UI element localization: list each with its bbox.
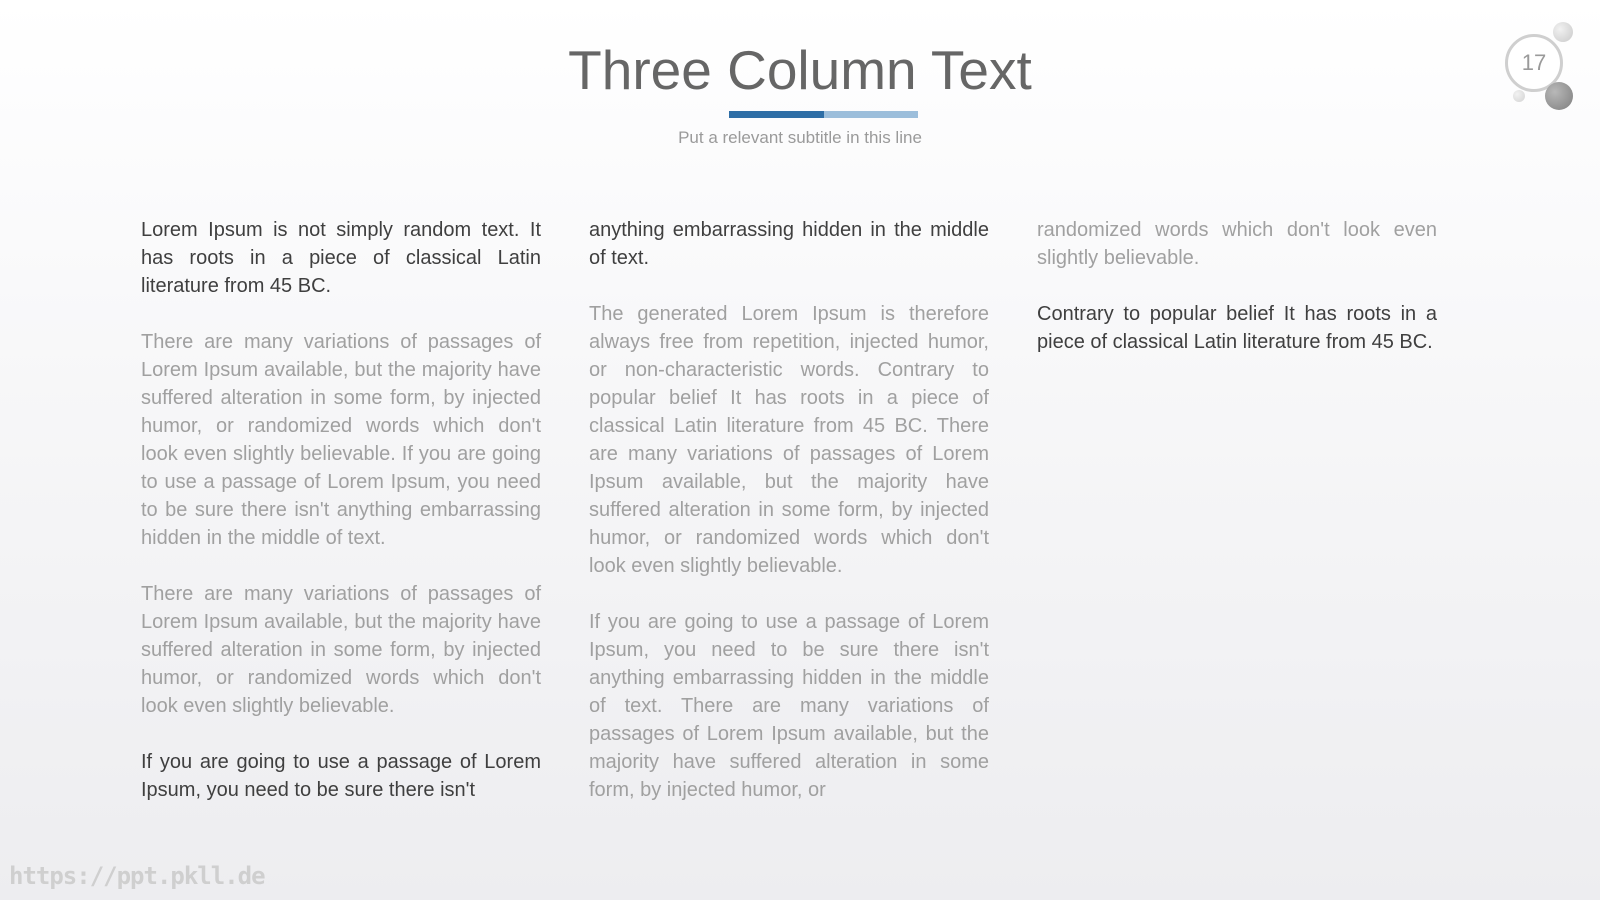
watermark-url: https://ppt.pkll.de — [9, 862, 265, 890]
title-underline-dark — [729, 111, 824, 118]
slide-title: Three Column Text — [568, 39, 1032, 101]
column-1-paragraph-3: There are many variations of passages of Lorem Ipsum available, but the majority have suffered alteration in some form, by injected humor, or randomized words which don't look even slightly believable. — [141, 583, 541, 717]
column-2-paragraph-2: The generated Lorem Ipsum is therefore always free from repetition, injected humor, or non-characteristic words. Contrary to popular belief It has roots in a piece of classical Latin literature from 45 BC. There are many variations of passages of Lorem Ipsum available, but the majority have suffered alteration in some form, by injected humor, or randomized words which don't look even slightly believable. — [589, 303, 989, 577]
decorative-bubble-small — [1513, 90, 1525, 102]
column-1-paragraph-4: If you are going to use a passage of Lorem Ipsum, you need to be sure there isn't — [141, 751, 541, 801]
title-underline-light — [824, 111, 918, 118]
column-3-paragraph-1: randomized words which don't look even slightly believable. — [1037, 219, 1437, 269]
text-column-1 — [141, 216, 541, 832]
column-1-paragraph-1: Lorem Ipsum is not simply random text. It has roots in a piece of classical Latin literature from 45 BC. — [141, 219, 541, 297]
column-3-paragraph-2: Contrary to popular belief It has roots in a piece of classical Latin literature from 45 BC. — [1037, 303, 1437, 353]
text-column-2 — [589, 216, 989, 832]
text-column-3 — [1037, 216, 1437, 384]
page-number-badge: 17 — [1505, 34, 1563, 92]
decorative-bubble-large — [1545, 82, 1573, 110]
decorative-bubble-top — [1553, 22, 1573, 42]
column-2-paragraph-3: If you are going to use a passage of Lorem Ipsum, you need to be sure there isn't anything embarrassing hidden in the middle of text. There are many variations of passages of Lorem Ipsum available, but the majority have suffered alteration in some form, by injected humor, or — [589, 611, 989, 801]
slide-subtitle: Put a relevant subtitle in this line — [678, 128, 922, 147]
column-1-paragraph-2: There are many variations of passages of Lorem Ipsum available, but the majority have suffered alteration in some form, by injected humor, or randomized words which don't look even slightly believable. If you are going to use a passage of Lorem Ipsum, you need to be sure there isn't anything embarrassing hidden in the middle of text. — [141, 331, 541, 549]
column-2-paragraph-1: anything embarrassing hidden in the middle of text. — [589, 219, 989, 269]
